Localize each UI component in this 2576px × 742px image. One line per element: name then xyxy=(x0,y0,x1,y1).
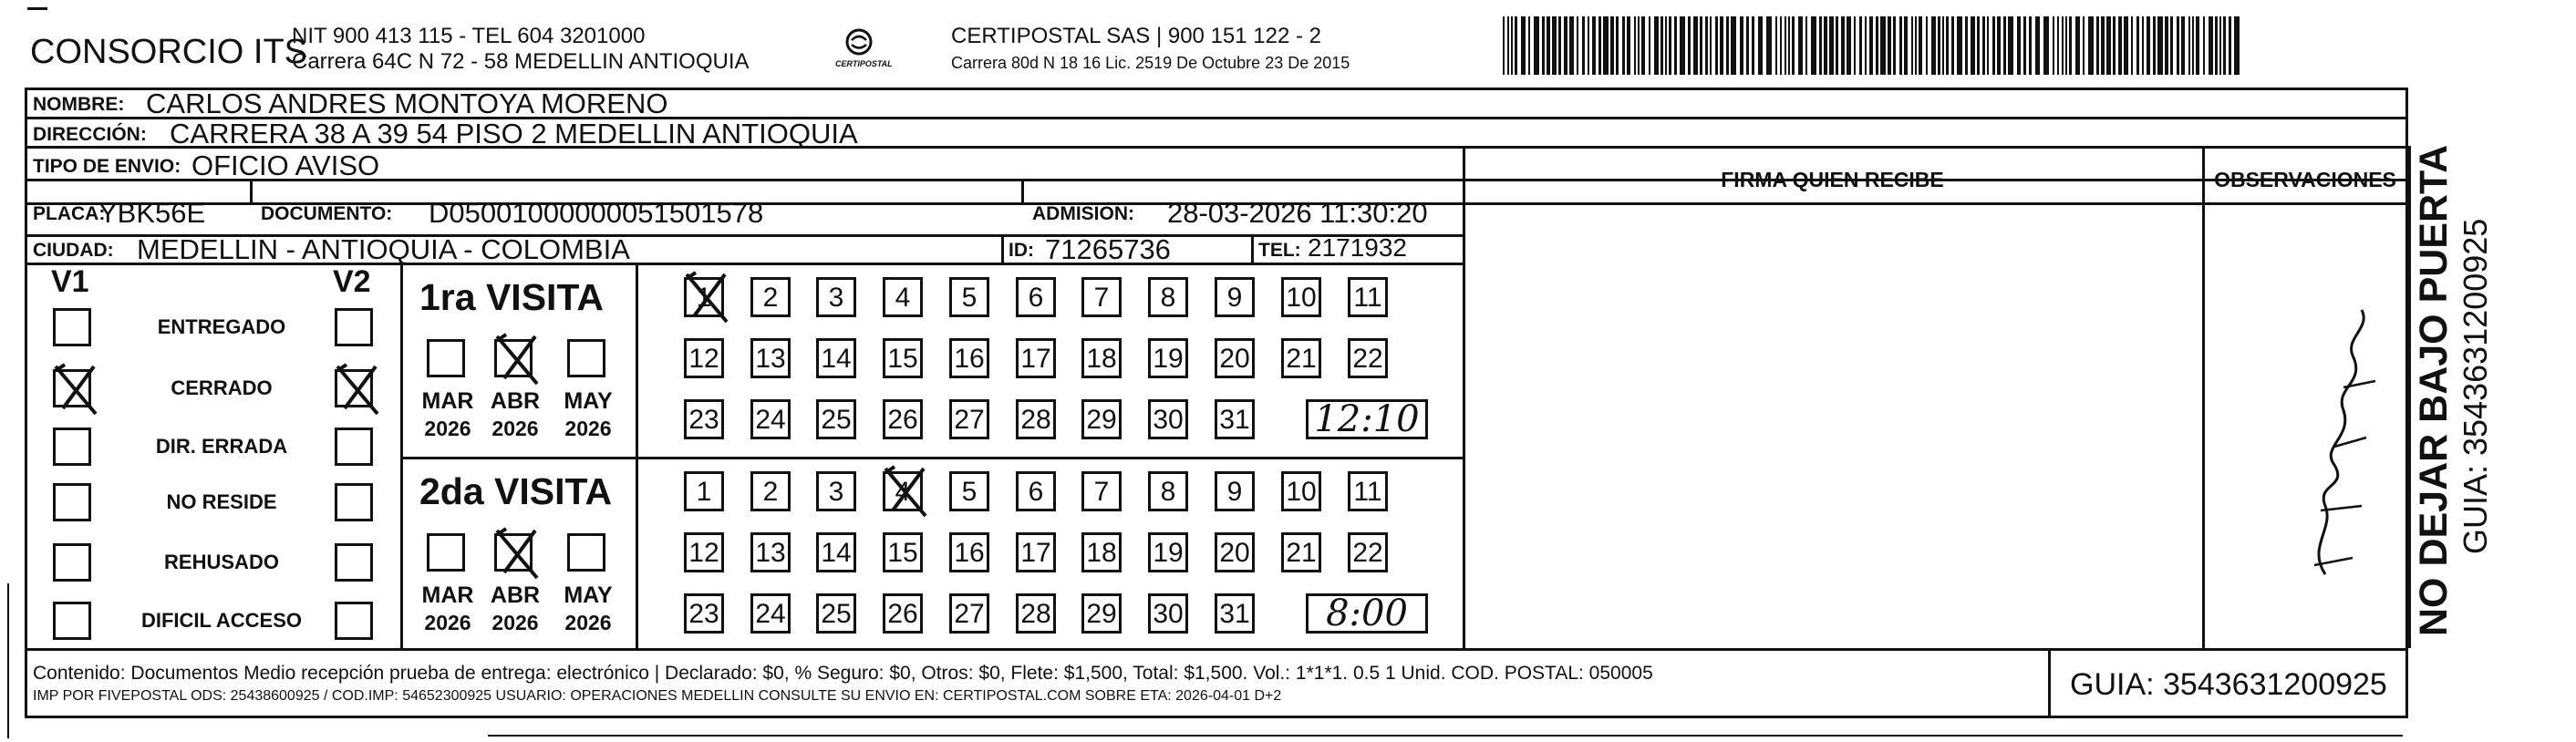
day-number: 23 xyxy=(688,599,719,629)
cell-divider xyxy=(1001,234,1004,263)
day-number: 12 xyxy=(688,538,719,568)
day-number: 18 xyxy=(1086,344,1117,374)
admision-value: 28-03-2026 11:30:20 xyxy=(1167,197,1428,229)
day-box[interactable] xyxy=(1281,532,1321,572)
v1-label: V1 xyxy=(51,264,89,299)
day-number: 10 xyxy=(1286,477,1317,507)
day-number: 16 xyxy=(954,344,985,374)
day-box[interactable] xyxy=(883,338,923,378)
placa-label: PLACA: xyxy=(33,203,106,224)
day-number: 14 xyxy=(821,538,852,568)
day-box[interactable] xyxy=(883,399,923,439)
firma-label: FIRMA QUIEN RECIBE xyxy=(1721,168,1944,191)
day-number: 1 xyxy=(696,477,712,507)
motivo-label: ENTREGADO xyxy=(157,315,286,338)
footer-guia: GUIA: 3543631200925 xyxy=(2070,667,2387,702)
day-box[interactable] xyxy=(949,471,989,511)
day-number: 16 xyxy=(954,538,985,568)
month-label: ABR xyxy=(490,388,541,414)
day-box[interactable] xyxy=(1281,277,1321,317)
day-box[interactable] xyxy=(1016,277,1056,317)
day-box[interactable] xyxy=(1016,338,1056,378)
v2-checkbox[interactable] xyxy=(335,428,373,466)
day-box[interactable] xyxy=(883,532,923,572)
day-box[interactable] xyxy=(883,471,923,511)
day-box[interactable] xyxy=(816,593,856,634)
day-number: 6 xyxy=(1028,477,1044,507)
day-number: 9 xyxy=(1226,477,1243,507)
day-box[interactable] xyxy=(1016,471,1056,511)
day-number: 4 xyxy=(895,283,911,313)
v1-checkbox[interactable] xyxy=(53,308,91,346)
day-box[interactable] xyxy=(750,399,791,439)
day-box[interactable] xyxy=(1215,593,1255,634)
day-box[interactable] xyxy=(1348,277,1388,317)
side-guia: GUIA: 3543631200925 xyxy=(2457,218,2494,554)
day-box[interactable] xyxy=(750,532,791,572)
day-number: 28 xyxy=(1020,405,1051,435)
day-number: 20 xyxy=(1219,538,1250,568)
documento-label: DOCUMENTO: xyxy=(261,203,393,224)
cell-divider xyxy=(250,179,253,202)
admision-label: ADMISIÓN: xyxy=(1032,203,1134,224)
footer-line2: IMP POR FIVEPOSTAL ODS: 25438600925 / COD.IMP: 54652300925 USUARIO: OPERACIONES MEDELLIN CONSULTE SU ENVIO EN: CERTIPOSTAL.COM SOBRE ETA: 2026-04-01 D+2 xyxy=(33,688,1282,704)
observaciones-label: OBSERVACIONES xyxy=(2214,168,2396,191)
id-value: 71265736 xyxy=(1045,233,1171,265)
month-checkbox[interactable] xyxy=(427,533,465,572)
day-number: 14 xyxy=(821,344,852,374)
month-checkbox[interactable] xyxy=(427,339,465,377)
day-box[interactable] xyxy=(816,338,856,378)
certipostal-line1: CERTIPOSTAL SAS | 900 151 122 - 2 xyxy=(951,24,1321,48)
day-number: 17 xyxy=(1020,538,1051,568)
day-number: 24 xyxy=(755,405,786,435)
month-label: MAR xyxy=(421,388,474,414)
day-number: 22 xyxy=(1352,538,1383,568)
day-number: 18 xyxy=(1086,538,1117,568)
visit-time: 8:00 xyxy=(1326,593,1408,634)
day-box[interactable] xyxy=(684,593,724,634)
v2-checkbox[interactable] xyxy=(335,308,373,346)
company-name: CONSORCIO ITS xyxy=(30,33,308,71)
day-number: 23 xyxy=(688,405,719,435)
day-number: 29 xyxy=(1086,599,1117,629)
visit-title: 1ra VISITA xyxy=(419,276,605,318)
direccion-value: CARRERA 38 A 39 54 PISO 2 MEDELLIN ANTIOQUIA xyxy=(170,118,858,149)
day-box[interactable] xyxy=(1281,471,1321,511)
tel-label: TEL: xyxy=(1258,240,1301,261)
day-number: 27 xyxy=(954,405,985,435)
day-box[interactable] xyxy=(1148,532,1188,572)
month-year: 2026 xyxy=(564,611,612,634)
observaciones-left-line xyxy=(2202,146,2205,648)
day-box[interactable] xyxy=(1215,399,1255,439)
day-box[interactable] xyxy=(949,593,989,634)
placa-value: YBK56E xyxy=(98,197,206,229)
day-box[interactable] xyxy=(684,532,724,572)
day-box[interactable] xyxy=(1081,338,1122,378)
day-box[interactable] xyxy=(684,277,724,317)
footer-guia-divider xyxy=(2048,648,2051,718)
day-box[interactable] xyxy=(1081,593,1122,634)
certipostal-logo xyxy=(832,24,893,73)
day-box[interactable] xyxy=(1348,532,1388,572)
day-box[interactable] xyxy=(1215,338,1255,378)
visit-time-box[interactable] xyxy=(1306,593,1428,634)
motivo-label: NO RESIDE xyxy=(166,490,277,513)
status-panel-right-line xyxy=(400,263,403,648)
day-box[interactable] xyxy=(949,338,989,378)
day-number: 19 xyxy=(1153,538,1184,568)
month-year: 2026 xyxy=(491,611,539,634)
day-number: 17 xyxy=(1020,344,1051,374)
day-box[interactable] xyxy=(1215,277,1255,317)
day-number: 11 xyxy=(1353,477,1382,507)
footer-line1: Contenido: Documentos Medio recepción prueba de entrega: electrónico | Declarado: $0, % Seguro: $0, Otros: $0, Flete: $1,500, Total: $1,500. Vol.: 1*1*1. 0.5 1 Unid. COD. POSTAL: 050005 xyxy=(33,663,1653,684)
day-box[interactable] xyxy=(949,399,989,439)
signature xyxy=(2298,301,2398,593)
ciudad-value: MEDELLIN - ANTIOQUIA - COLOMBIA xyxy=(137,233,630,265)
day-number: 26 xyxy=(887,405,918,435)
day-number: 19 xyxy=(1153,344,1184,374)
motivo-label: CERRADO xyxy=(171,376,273,399)
day-box[interactable] xyxy=(1148,593,1188,634)
v1-checkbox[interactable] xyxy=(53,428,91,466)
day-box[interactable] xyxy=(816,277,856,317)
firma-header-line xyxy=(1463,202,2408,205)
month-checkbox[interactable] xyxy=(567,339,605,377)
side-warning: NO DEJAR BAJO PUERTA xyxy=(2412,144,2456,636)
visit-title: 2da VISITA xyxy=(419,470,613,512)
day-number: 6 xyxy=(1028,283,1044,313)
visit-divider xyxy=(400,457,1463,459)
day-box[interactable] xyxy=(1016,593,1056,634)
cell-divider xyxy=(1021,179,1024,202)
day-number: 22 xyxy=(1352,344,1383,374)
direccion-label: DIRECCIÓN: xyxy=(33,124,147,145)
month-label: MAR xyxy=(421,582,474,608)
month-checkbox[interactable] xyxy=(567,533,605,572)
month-checkbox[interactable] xyxy=(494,339,533,377)
day-box[interactable] xyxy=(883,593,923,634)
company-address: Carrera 64C N 72 - 58 MEDELLIN ANTIOQUIA xyxy=(292,49,750,74)
day-number: 20 xyxy=(1219,344,1250,374)
day-number: 25 xyxy=(821,599,852,629)
day-number: 31 xyxy=(1219,599,1250,629)
day-box[interactable] xyxy=(1148,338,1188,378)
v1-checkbox[interactable] xyxy=(53,483,91,521)
v2-checkbox[interactable] xyxy=(335,543,373,582)
left-edge-line xyxy=(7,583,9,738)
day-number: 27 xyxy=(954,599,985,629)
day-box[interactable] xyxy=(949,532,989,572)
day-box[interactable] xyxy=(816,471,856,511)
day-number: 30 xyxy=(1153,405,1184,435)
firma-left-line xyxy=(1463,146,1465,648)
month-label: MAY xyxy=(564,582,613,608)
day-box[interactable] xyxy=(1081,399,1122,439)
day-number: 24 xyxy=(755,599,786,629)
v2-checkbox[interactable] xyxy=(335,483,373,521)
motivo-label: DIFICIL ACCESO xyxy=(140,609,302,632)
tipo-envio-value: OFICIO AVISO xyxy=(191,149,380,181)
day-number: 4 xyxy=(895,477,911,507)
day-number: 7 xyxy=(1093,477,1110,507)
month-year: 2026 xyxy=(564,417,612,440)
day-box[interactable] xyxy=(1348,338,1388,378)
day-box[interactable] xyxy=(883,277,923,317)
day-box[interactable] xyxy=(1281,338,1321,378)
side-strip-line xyxy=(2408,146,2411,648)
day-number: 28 xyxy=(1020,599,1051,629)
day-box[interactable] xyxy=(750,593,791,634)
visit-time-box[interactable] xyxy=(1306,399,1428,439)
day-box[interactable] xyxy=(1081,277,1122,317)
month-label: MAY xyxy=(564,388,613,414)
day-number: 2 xyxy=(762,283,779,313)
day-number: 5 xyxy=(961,283,978,313)
month-label: ABR xyxy=(490,582,541,608)
day-number: 10 xyxy=(1286,283,1317,313)
day-number: 9 xyxy=(1226,283,1243,313)
day-number: 30 xyxy=(1153,599,1184,629)
day-number: 11 xyxy=(1353,283,1382,313)
v1-checkbox[interactable] xyxy=(53,543,91,582)
v2-checkbox[interactable] xyxy=(335,602,373,640)
day-box[interactable] xyxy=(684,399,724,439)
day-number: 26 xyxy=(887,599,918,629)
day-box[interactable] xyxy=(684,471,724,511)
day-box[interactable] xyxy=(1348,471,1388,511)
cell-divider xyxy=(1251,234,1254,263)
motivo-label: REHUSADO xyxy=(164,551,279,573)
visit-time: 12:10 xyxy=(1314,398,1420,440)
tipo-envio-label: TIPO DE ENVIO: xyxy=(33,156,181,177)
day-box[interactable] xyxy=(1148,471,1188,511)
top-corner-line xyxy=(27,7,47,10)
day-number: 25 xyxy=(821,405,852,435)
nombre-value: CARLOS ANDRES MONTOYA MORENO xyxy=(146,88,668,119)
v1-checkbox[interactable] xyxy=(53,602,91,640)
day-number: 8 xyxy=(1160,283,1176,313)
day-box[interactable] xyxy=(816,399,856,439)
day-box[interactable] xyxy=(816,532,856,572)
day-box[interactable] xyxy=(1215,471,1255,511)
day-number: 15 xyxy=(887,538,918,568)
month-year: 2026 xyxy=(491,417,539,440)
day-box[interactable] xyxy=(1016,532,1056,572)
certipostal-line2: Carrera 80d N 18 16 Lic. 2519 De Octubre 23 De 2015 xyxy=(951,54,1350,72)
day-box[interactable] xyxy=(1081,532,1122,572)
motivo-label: DIR. ERRADA xyxy=(155,435,288,458)
day-box[interactable] xyxy=(1215,532,1255,572)
company-nit-tel: NIT 900 413 115 - TEL 604 3201000 xyxy=(292,24,646,48)
day-number: 13 xyxy=(755,344,786,374)
day-number: 5 xyxy=(961,477,978,507)
day-number: 12 xyxy=(688,344,719,374)
day-box[interactable] xyxy=(1081,471,1122,511)
day-number: 2 xyxy=(762,477,779,507)
v2-label: V2 xyxy=(333,264,371,299)
tel-value: 2171932 xyxy=(1308,233,1408,262)
day-number: 21 xyxy=(1286,538,1317,568)
day-number: 7 xyxy=(1093,283,1110,313)
day-box[interactable] xyxy=(750,338,791,378)
ciudad-label: CIUDAD: xyxy=(33,240,114,261)
day-number: 29 xyxy=(1086,405,1117,435)
day-box[interactable] xyxy=(1148,277,1188,317)
day-number: 3 xyxy=(828,283,844,313)
nombre-label: NOMBRE: xyxy=(33,94,125,115)
month-year: 2026 xyxy=(424,611,471,634)
day-number: 31 xyxy=(1219,405,1250,435)
month-checkbox[interactable] xyxy=(494,533,533,572)
day-box[interactable] xyxy=(750,471,791,511)
logo-text: CERTIPOSTAL xyxy=(835,59,893,68)
months-right-line xyxy=(636,263,638,648)
v2-checkbox[interactable] xyxy=(335,369,373,407)
day-number: 8 xyxy=(1160,477,1176,507)
bottom-line xyxy=(488,735,2403,737)
day-box[interactable] xyxy=(1016,399,1056,439)
documento-value: D05001000000051501578 xyxy=(429,197,764,229)
month-year: 2026 xyxy=(424,417,471,440)
day-box[interactable] xyxy=(949,277,989,317)
day-number: 1 xyxy=(696,283,712,313)
day-box[interactable] xyxy=(684,338,724,378)
day-number: 3 xyxy=(828,477,844,507)
barcode xyxy=(1503,16,2243,75)
day-box[interactable] xyxy=(1148,399,1188,439)
v1-checkbox[interactable] xyxy=(53,369,91,407)
id-label: ID: xyxy=(1009,240,1034,261)
day-number: 21 xyxy=(1286,344,1317,374)
day-box[interactable] xyxy=(750,277,791,317)
day-number: 15 xyxy=(887,344,918,374)
day-number: 13 xyxy=(755,538,786,568)
